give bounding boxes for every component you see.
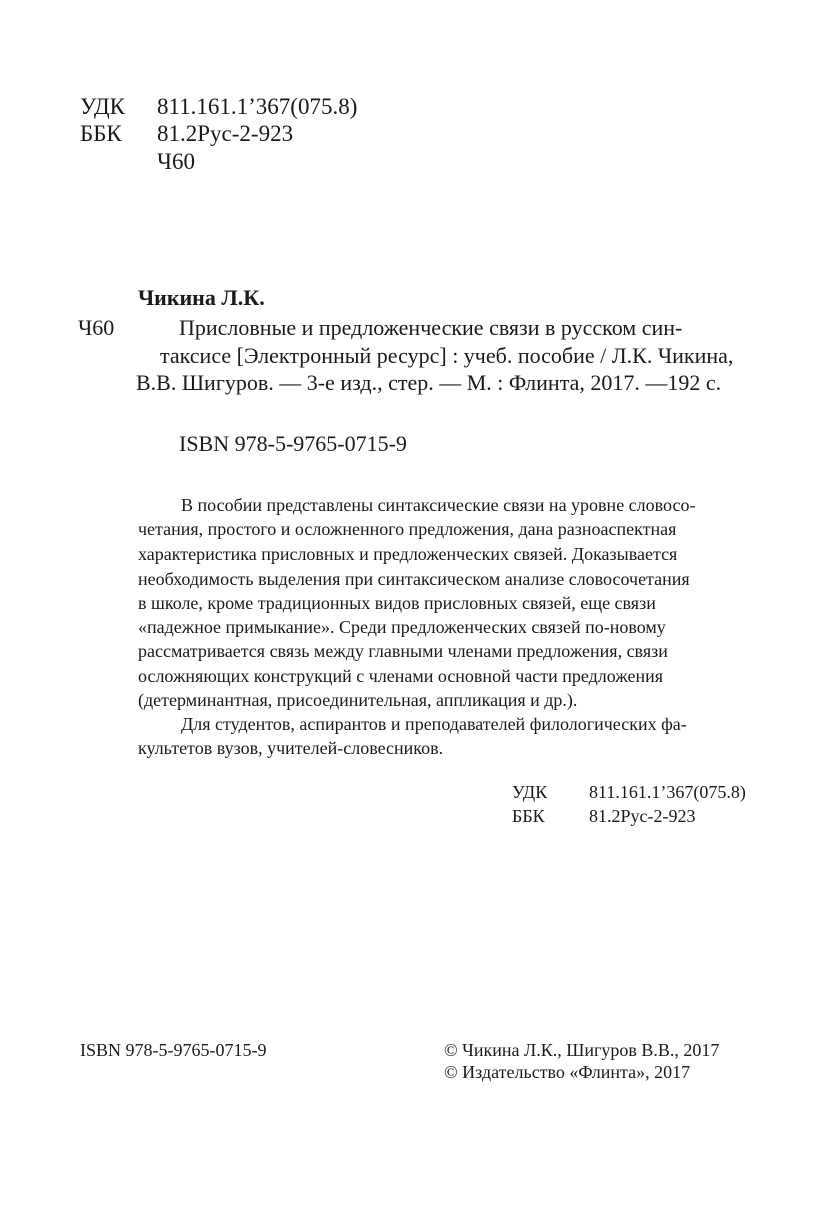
bbk-label: ББК bbox=[80, 121, 122, 146]
record-isbn: ISBN 978-5-9765-0715-9 bbox=[179, 431, 407, 456]
abstract-line: (детерминантная, присоединительная, аппликация и др.). bbox=[138, 690, 578, 710]
abstract-line: «падежное примыкание». Среди предложенческих связей по-новому bbox=[138, 617, 666, 637]
abstract-line: культетов вузов, учителей-словесников. bbox=[138, 738, 444, 758]
bbk-value: 81.2Рус-2-923 bbox=[157, 121, 294, 146]
footer-isbn: ISBN 978-5-9765-0715-9 bbox=[80, 1040, 267, 1060]
abstract-line: четания, простого и осложненного предложения, дана разноаспектная bbox=[138, 519, 677, 539]
udk-label-bottom: УДК bbox=[512, 782, 548, 802]
udk-label: УДК bbox=[80, 94, 125, 119]
abstract-line: характеристика присловных и предложенческих связей. Доказывается bbox=[138, 544, 678, 564]
udk-value: 811.161.1’367(075.8) bbox=[157, 94, 358, 119]
bbk-value-bottom: 81.2Рус-2-923 bbox=[589, 806, 696, 826]
abstract-line: осложняющих конструкций с членами основной части предложения bbox=[138, 666, 664, 686]
abstract-line: в школе, кроме традиционных видов присловных связей, еще связи bbox=[138, 593, 656, 613]
copyright-publisher: © Издательство «Флинта», 2017 bbox=[444, 1062, 691, 1082]
author-mark: Ч60 bbox=[78, 315, 115, 340]
abstract-line: В пособии представлены синтаксические связи на уровне словосо- bbox=[181, 495, 696, 515]
udk-value-bottom: 811.161.1’367(075.8) bbox=[589, 782, 746, 802]
abstract-line: рассматривается связь между главными членами предложения, связи bbox=[138, 641, 668, 661]
copyright-authors: © Чикина Л.К., Шигуров В.В., 2017 bbox=[444, 1040, 720, 1060]
author-mark-top: Ч60 bbox=[157, 149, 195, 174]
record-line-3: В.В. Шигуров. — 3-е изд., стер. — М. : Флинта, 2017. —192 с. bbox=[136, 370, 722, 395]
record-line-1: Присловные и предложенческие связи в русском син- bbox=[179, 315, 683, 340]
author-heading: Чикина Л.К. bbox=[138, 285, 265, 310]
bbk-label-bottom: ББК bbox=[512, 806, 545, 826]
record-line-2: таксисе [Электронный ресурс] : учеб. пособие / Л.К. Чикина, bbox=[160, 343, 734, 368]
abstract-line: Для студентов, аспирантов и преподавателей филологических фа- bbox=[181, 714, 687, 734]
abstract-line: необходимость выделения при синтаксическом анализе словосочетания bbox=[138, 569, 690, 589]
